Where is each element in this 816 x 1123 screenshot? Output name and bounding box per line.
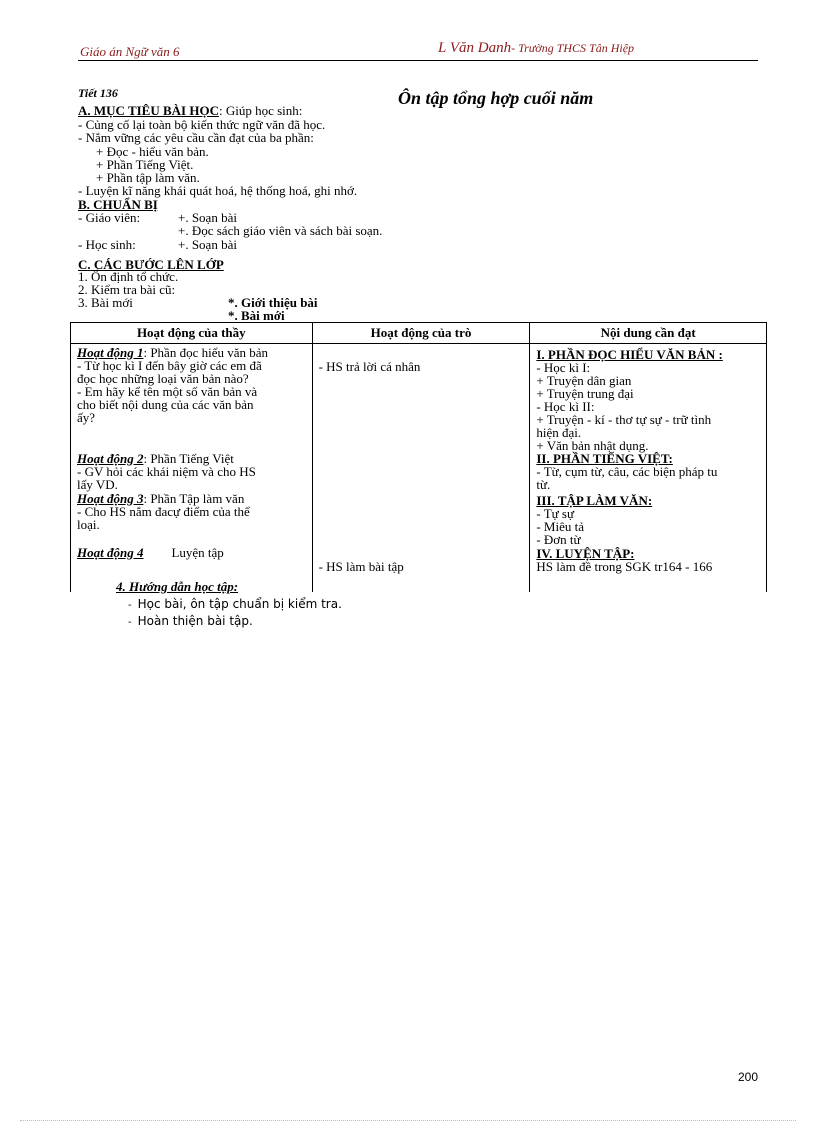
column-bar: [312, 372, 313, 450]
table-row: [71, 344, 767, 593]
student-label: - Học sinh:: [78, 237, 136, 252]
col-header-content: Nội dung cần đạt: [530, 323, 767, 344]
lesson-title: Ôn tập tổng hợp cuối năm: [398, 88, 594, 108]
hd1-line: - Từ học kì I đến bây giờ các em đã: [77, 358, 262, 373]
col-header-student: Hoạt động của trò: [312, 323, 530, 344]
student-response: - HS làm bài tập: [318, 559, 404, 574]
lesson-number: Tiết 136: [78, 86, 118, 100]
hd4: Hoạt động 4 Luyện tập: [77, 545, 224, 560]
section-a-heading: A. MỤC TIÊU BÀI HỌC: Giúp học sinh:: [78, 103, 303, 118]
section-4-heading: 4. Hướng dẫn học tập:: [116, 579, 239, 594]
hd2-line: lấy VD.: [77, 477, 118, 492]
section-a-item: - Luyện kĩ năng khái quát hoá, hệ thống hoá, ghi nhớ.: [78, 183, 358, 198]
hd1-line: ấy?: [77, 410, 96, 425]
header-school: - Trường THCS Tân Hiệp: [511, 41, 635, 55]
content-cell: [530, 344, 767, 593]
step-item: 2. Kiểm tra bài cũ:: [78, 282, 176, 297]
teacher-cell: [71, 344, 313, 593]
section-4-item: - Học bài, ôn tập chuẩn bị kiểm tra.: [128, 597, 342, 611]
page-number: 200: [738, 1070, 759, 1084]
table-header-row: [71, 323, 767, 344]
content-line: - Học kì I:: [536, 360, 591, 375]
content-heading: III. TẬP LÀM VĂN:: [536, 493, 653, 508]
step-item: 3. Bài mới: [78, 295, 133, 310]
teacher-label: - Giáo viên:: [78, 210, 141, 225]
section-a-item: + Phần tập làm văn.: [96, 170, 200, 185]
hd1-line: - Em hãy kể tên một số văn bản và: [77, 384, 258, 399]
step-item: 1. Ổn định tổ chức.: [78, 269, 179, 284]
header-right: [438, 40, 634, 57]
content-line: - Từ, cụm từ, câu, các biện pháp tu: [536, 464, 718, 479]
content-line: - Học kì II:: [536, 399, 595, 414]
teacher-prep-item: +. Soạn bài: [178, 210, 237, 225]
hd3-line: loại.: [77, 517, 100, 532]
hd3: Hoạt động 3: Phần Tập làm văn: [77, 491, 245, 506]
content-heading: IV. LUYỆN TẬP:: [536, 546, 635, 561]
student-response: - HS trả lời cá nhân: [318, 359, 421, 374]
section-a-item: - Củng cố lại toàn bộ kiến thức ngữ văn đã học.: [78, 117, 326, 132]
hd1: Hoạt động 1: Phần đọc hiểu văn bản: [77, 345, 269, 360]
hd1-line: cho biết nội dung của các văn bản: [77, 397, 254, 412]
section-c-heading: C. CÁC BƯỚC LÊN LỚP: [78, 257, 224, 272]
section-a-item: - Nắm vững các yêu cầu cần đạt của ba phần:: [78, 130, 314, 145]
header-rule: [78, 60, 758, 61]
content-line: + Truyện dân gian: [536, 373, 632, 388]
intro-item: *. Giới thiệu bài: [228, 295, 318, 310]
col-header-teacher: Hoạt động của thầy: [71, 323, 313, 344]
section-4-item: - Hoàn thiện bài tập.: [128, 614, 253, 628]
column-bar: [312, 556, 313, 570]
content-heading: II. PHẦN TIẾNG VIỆT:: [536, 451, 673, 466]
column-bar: [312, 464, 313, 490]
hd2: Hoạt động 2: Phần Tiếng Việt: [77, 451, 234, 466]
content-line: + Truyện trung đại: [536, 386, 634, 401]
student-prep-item: +. Soạn bài: [178, 237, 237, 252]
content-line: hiện đại.: [536, 425, 582, 440]
content-line: - Miêu tả: [536, 519, 584, 534]
header-left: Giáo án Ngữ văn 6: [80, 44, 180, 59]
section-a-item: + Phần Tiếng Việt.: [96, 157, 194, 172]
content-heading: I. PHẦN ĐỌC HIỂU VĂN BẢN :: [536, 347, 723, 362]
section-a-item: + Đọc - hiểu văn bản.: [96, 144, 209, 159]
student-cell: [312, 344, 530, 593]
content-line: từ.: [536, 477, 551, 492]
footer-rule: [20, 1120, 796, 1121]
content-line: - Đơn từ: [536, 532, 581, 547]
content-line: - Tự sự: [536, 506, 575, 521]
section-b-heading: B. CHUẨN BỊ: [78, 197, 158, 212]
column-bar: [312, 504, 313, 540]
intro-item: *. Bài mới: [228, 308, 285, 323]
hd3-line: - Cho HS nắm đacự điểm của thể: [77, 504, 250, 519]
teacher-prep-item: +. Đọc sách giáo viên và sách bài soạn.: [178, 223, 383, 238]
hd1-line: đọc học những loại văn bản nào?: [77, 371, 249, 386]
header-author: L Văn Danh: [438, 40, 512, 56]
content-line: + Truyện - kí - thơ tự sự - trữ tình: [536, 412, 712, 427]
lesson-activities-table: [70, 322, 767, 592]
content-line: HS làm đề trong SGK tr164 - 166: [536, 559, 713, 574]
hd2-line: - GV hỏi các khái niệm và cho HS: [77, 464, 256, 479]
content-line: + Văn bản nhật dụng.: [536, 438, 649, 453]
